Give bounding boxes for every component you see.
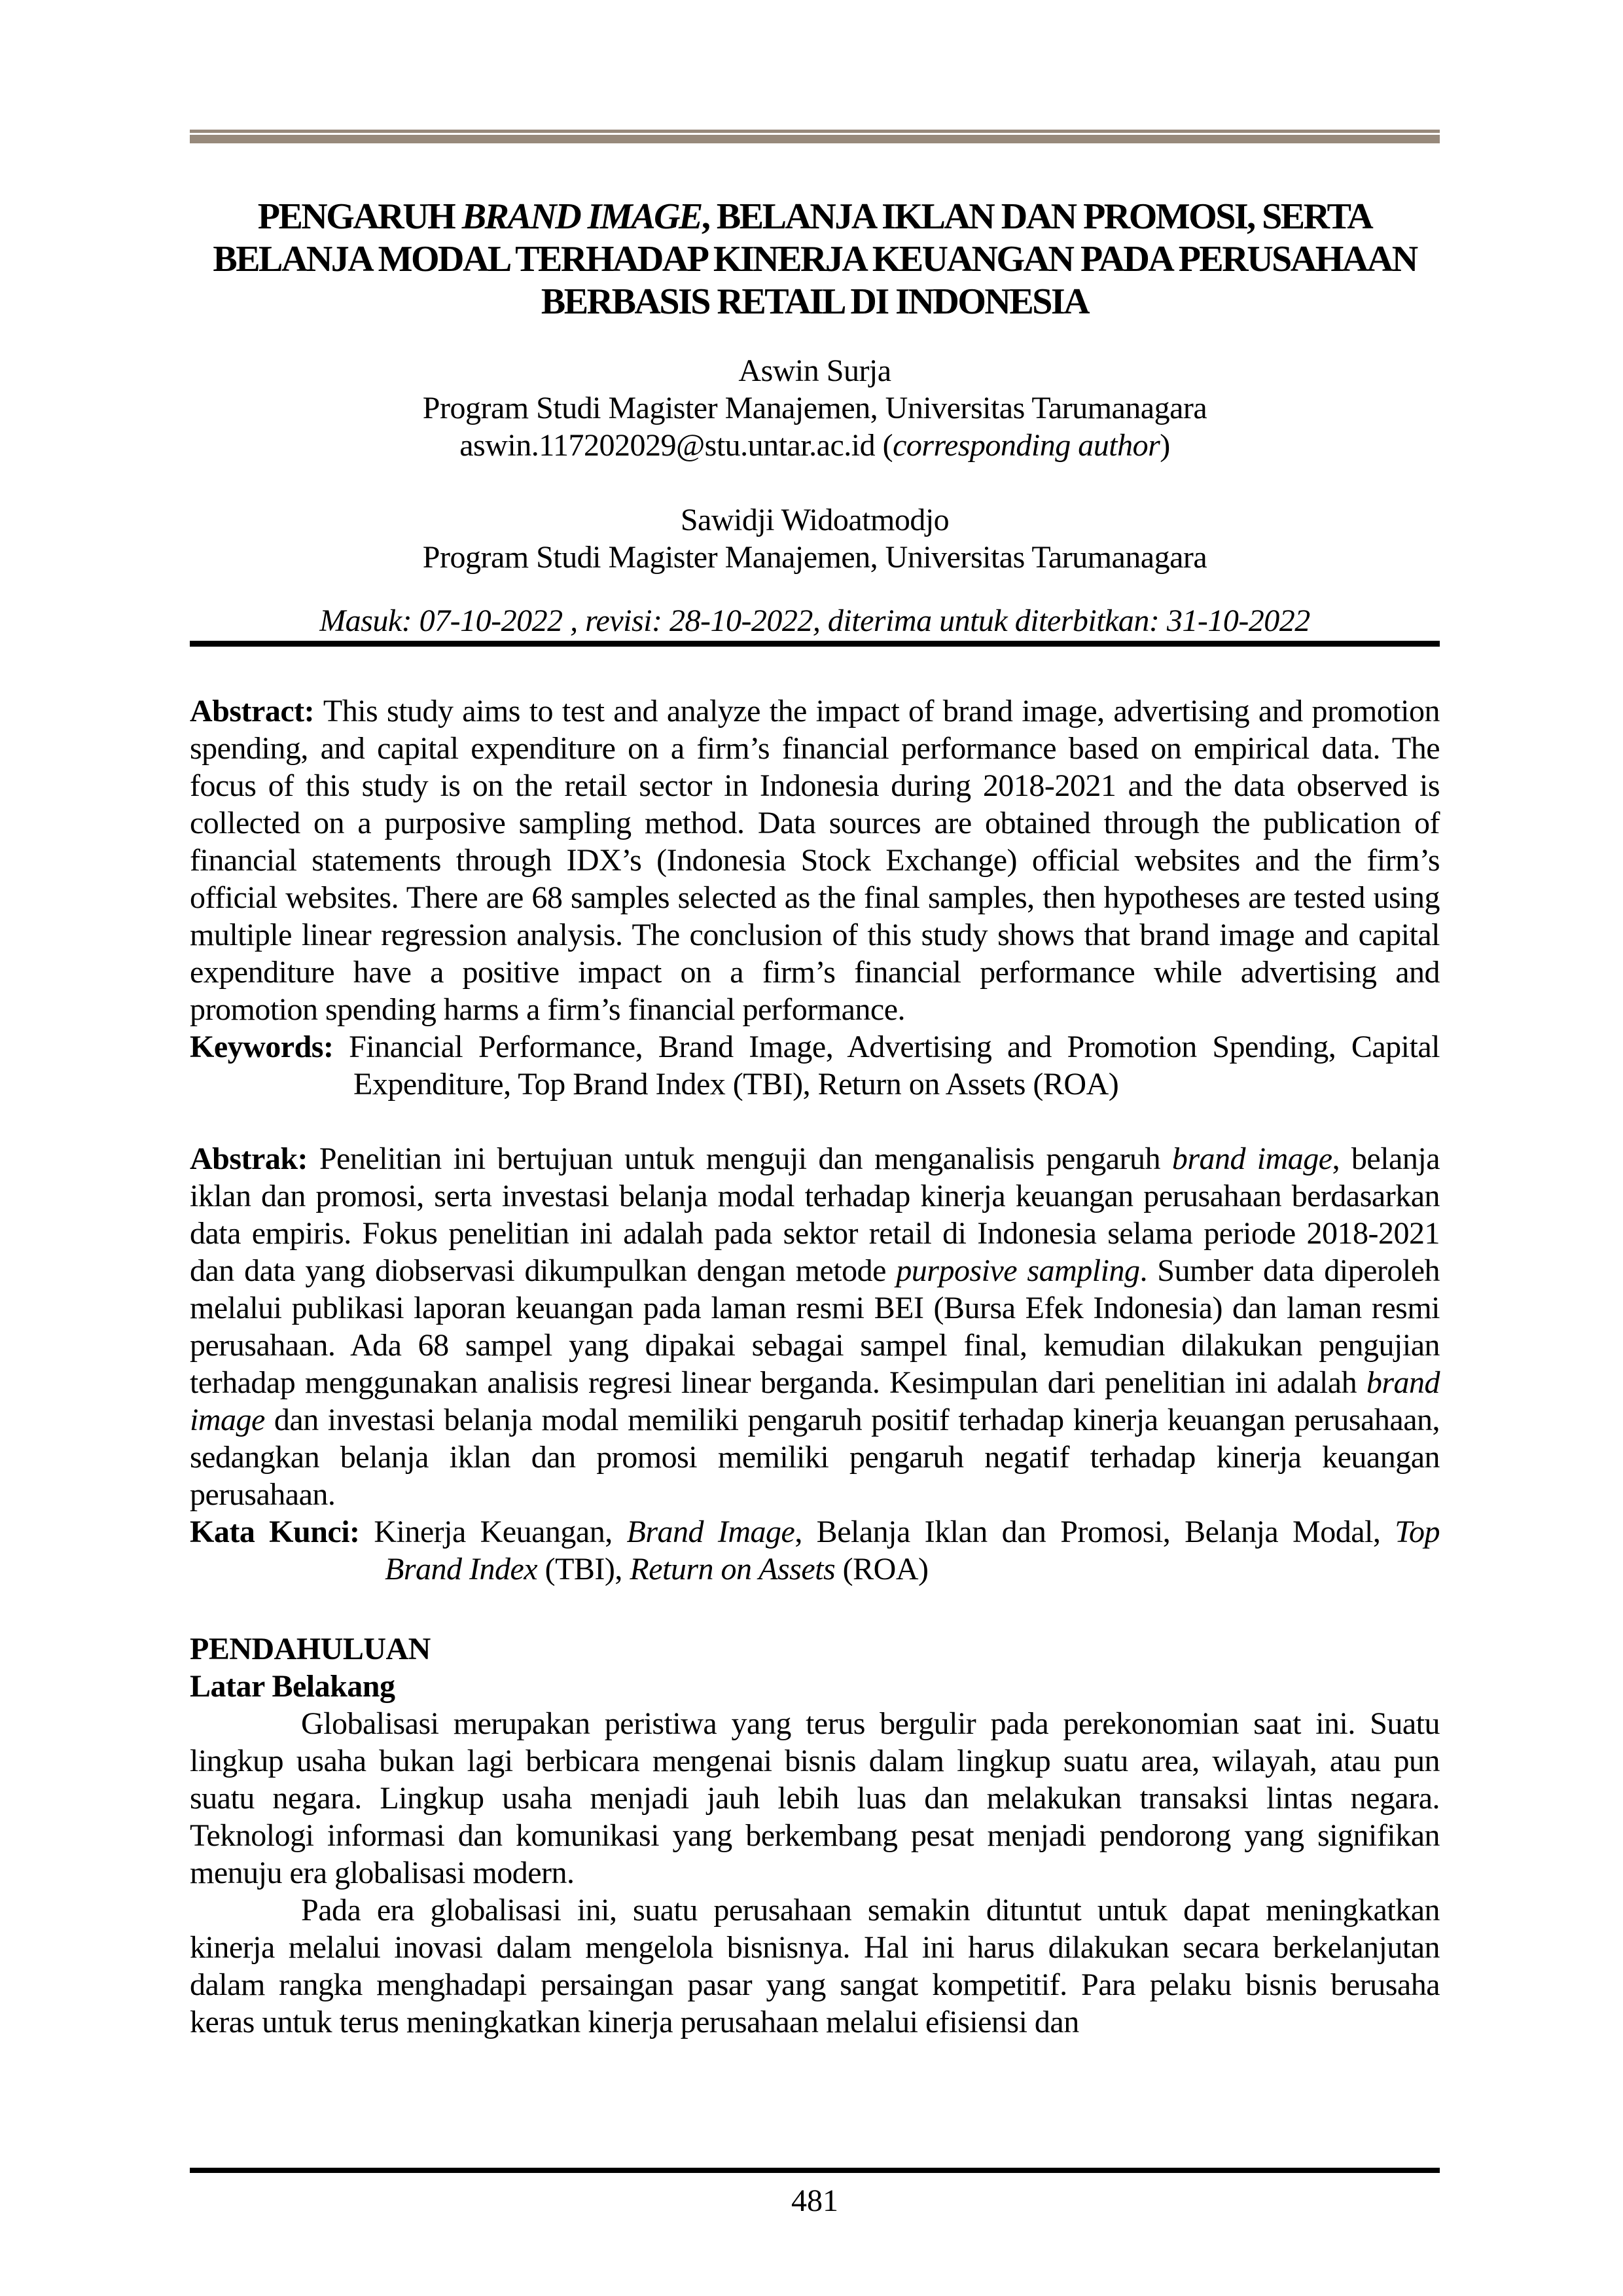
header-rule-thick xyxy=(190,135,1440,143)
spacer xyxy=(190,1588,1440,1630)
header-rule-thin xyxy=(190,130,1440,133)
footer-rule xyxy=(190,2168,1440,2173)
author-name: Sawidji Widoatmodjo xyxy=(680,503,950,537)
author-affiliation: Program Studi Magister Manajemen, Universitas Tarumanagara xyxy=(422,391,1207,425)
page-number: 481 xyxy=(791,2183,838,2218)
submission-note: Masuk: 07-10-2022 , revisi: 28-10-2022, diterima untuk diterbitkan: 31-10-2022 xyxy=(319,603,1310,638)
abstract-en-text: This study aims to test and analyze the impact of brand image, advertising and promotion spending, and capital expenditure on a firm’s financial performance based on empirical data. The focus of this study is on the retail sector in Indonesia during 2018-2021 and the data observed is collected on a purposive sampling method. Data sources are obtained through the publication of financial statements through IDX’s (Indonesia Stock Exchange) official websites and the firm’s official websites. There are 68 samples selected as the final samples, then hypotheses are tested using multiple linear regression analysis. The conclusion of this study shows that brand image and capital expenditure have a positive impact on a firm’s financial performance while advertising and promotion spending harms a firm’s financial performance. xyxy=(190,694,1440,1027)
abstract-en-paragraph xyxy=(190,692,1440,1028)
author-block-1 xyxy=(190,352,1440,464)
abstract-id-paragraph xyxy=(190,1140,1440,1513)
keywords-en-paragraph xyxy=(190,1028,1440,1103)
subsection-heading-latar-belakang: Latar Belakang xyxy=(190,1669,395,1704)
author-email: aswin.117202029@stu.untar.ac.id (corresponding author) xyxy=(459,428,1170,463)
keywords-id-text: Kinerja Keuangan, Brand Image, Belanja Iklan dan Promosi, Belanja Modal, Top Brand Index (TBI), Return on Assets (ROA) xyxy=(374,1515,1440,1587)
abstract-id-text: Penelitian ini bertujuan untuk menguji dan menganalisis pengaruh brand image, belanja iklan dan promosi, serta investasi belanja modal terhadap kinerja keuangan perusahaan berdasarkan data empiris. Fokus penelitian ini adalah pada sektor retail di Indonesia selama periode 2018-2021 dan data yang diobservasi dikumpulkan dengan metode purposive sampling. Sumber data diperoleh melalui publikasi laporan keuangan pada laman resmi BEI (Bursa Efek Indonesia) dan laman resmi perusahaan. Ada 68 sampel yang dipakai sebagai sampel final, kemudian dilakukan pengujian terhadap menggunakan analisis regresi linear berganda. Kesimpulan dari penelitian ini adalah brand image dan investasi belanja modal memiliki pengaruh positif terhadap kinerja keuangan perusahaan, sedangkan belanja iklan dan promosi memiliki pengaruh negatif terhadap kinerja keuangan perusahaan. xyxy=(190,1141,1440,1512)
page-content xyxy=(0,130,1623,2041)
keywords-id-label: Kata Kunci: xyxy=(190,1515,374,1549)
divider-rule xyxy=(190,641,1440,647)
keywords-id-paragraph xyxy=(190,1513,1440,1588)
author-block-2 xyxy=(190,501,1440,576)
keywords-en-label: Keywords: xyxy=(190,1030,349,1064)
page-footer xyxy=(190,2168,1440,2219)
body-paragraph-2: Pada era globalisasi ini, suatu perusahaan semakin dituntut untuk dapat meningkatkan kinerja melalui inovasi dalam mengelola bisnisnya. Hal ini harus dilakukan secara berkelanjutan dalam rangka menghadapi persaingan pasar yang sangat kompetitif. Para pelaku bisnis berusaha keras untuk terus meningkatkan kinerja perusahaan melalui efisiensi dan xyxy=(190,1893,1440,2039)
authors-section xyxy=(190,352,1440,576)
abstract-en-label: Abstract: xyxy=(190,694,323,728)
keywords-en-text: Financial Performance, Brand Image, Advertising and Promotion Spending, Capital Expenditure, Top Brand Index (TBI), Return on Assets (ROA) xyxy=(349,1030,1440,1102)
abstract-id-label: Abstrak: xyxy=(190,1141,319,1176)
body-paragraph-1: Globalisasi merupakan peristiwa yang terus bergulir pada perekonomian saat ini. Suatu lingkup usaha bukan lagi berbicara mengenai bisnis dalam lingkup suatu area, wilayah, atau pun suatu negara. Lingkup usaha menjadi jauh lebih luas dan melakukan transaksi lintas negara. Teknologi informasi dan komunikasi yang berkembang pesat menjadi pendorong yang signifikan menuju era globalisasi modern. xyxy=(190,1706,1440,1890)
author-name: Aswin Surja xyxy=(738,353,891,388)
article-title: PENGARUH BRAND IMAGE, BELANJA IKLAN DAN PROMOSI, SERTA BELANJA MODAL TERHADAP KINERJA KEUANGAN PADA PERUSAHAAN BERBASIS RETAIL DI INDONESIA xyxy=(213,196,1417,322)
author-affiliation: Program Studi Magister Manajemen, Universitas Tarumanagara xyxy=(422,540,1207,575)
section-heading-pendahuluan: PENDAHULUAN xyxy=(190,1632,431,1666)
spacer xyxy=(190,1103,1440,1140)
